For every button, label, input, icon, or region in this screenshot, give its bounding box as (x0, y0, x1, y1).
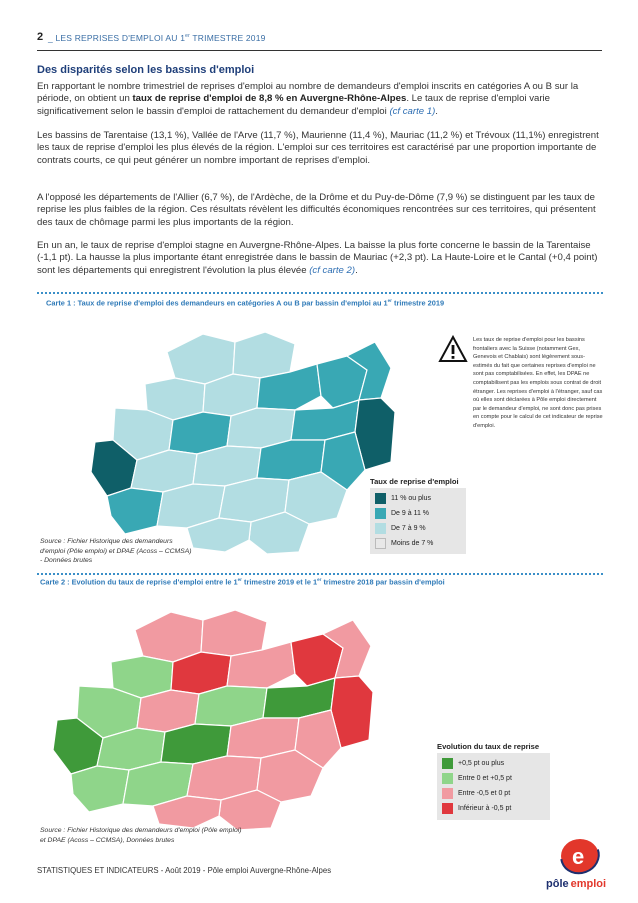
map2-legend-item (442, 786, 510, 800)
map2-legend-title: Evolution du taux de reprise (437, 742, 540, 751)
map1-legend-label: Moins de 7 % (391, 539, 434, 547)
logo-wordmark (546, 878, 606, 890)
map2-legend-swatch (442, 803, 453, 814)
map2-legend-item (442, 771, 512, 785)
logo-e-glyph: e (572, 844, 585, 869)
map1-source-line: - Données brutes (40, 557, 93, 564)
map1-basin (233, 332, 295, 378)
map1-caption (46, 298, 444, 307)
map2-legend-swatch (442, 773, 453, 784)
paragraph-2: Les bassins de Tarentaise (13,1 %), Vallée de l'Arve (11,7 %), Maurienne (11,4 %), Mauriac (11,2 %) et Trévoux (11,1%) enregistrent les taux de reprise d'emploi les plus élevés de la région. L'emploi sur ces territoires est caractérisé par une proportion importante de contrats courts, ce qui peut générer un nombre important de reprises d'emploi. (37, 130, 599, 166)
map2-legend-swatch (442, 758, 453, 769)
map2-caption-post: trimestre 2018 par bassin d'emploi (321, 577, 445, 587)
map2-caption-mid: trimestre 2019 et le 1 (241, 577, 318, 587)
map1-legend-swatch (375, 508, 386, 519)
map1-caption-post: trimestre 2019 (391, 298, 445, 308)
pole-emploi-logo-mark (546, 836, 606, 876)
logo-word-pole: pôle (546, 878, 569, 890)
map1-source-line: d'emploi (Pôle emploi) et DPAE (Acoss – CCMSA) (40, 547, 192, 555)
map1-warning-note: Les taux de reprise d'emploi pour les bassins frontaliers avec la Suisse (notamment Gex, Genevois et Chablais) sont légèrement sous-estimés du fait que certaines reprises d'emploi ne sont pas comptabilisées. En effet, les DPAE ne comptabilisent pas les emplois sous contrat de droit étranger. Les reprises d'emploi à l'étranger, sauf cas où elles sont déclarées à Pôle emploi directement par le demandeur d'emploi, ne sont donc pas prises en compte pour le calcul de cet indicateur de reprise d'emploi. (473, 337, 603, 429)
map2-source-line: et DPAE (Acoss – CCMSA), Données brutes (40, 836, 175, 844)
paragraph-4 (37, 240, 603, 277)
map1-legend-swatch (375, 493, 386, 504)
map1-legend-label: De 7 à 9 % (391, 524, 426, 532)
map2-caption-sup: er (317, 577, 322, 582)
map2-source-line: Source : Fichier Historique des demandeurs d'emploi (Pôle emploi) (40, 827, 242, 834)
map2-basin (71, 766, 129, 812)
section-title: Des disparités selon les bassins d'emploi (37, 64, 255, 76)
map1-source-line: Source : Fichier Historique des demandeurs (40, 538, 173, 545)
map2-legend-label: Inférieur à -0,5 pt (458, 804, 512, 812)
map1-legend-title: Taux de reprise d'emploi (370, 477, 459, 486)
map1-source (40, 537, 192, 566)
p1-text-c: . Le taux de reprise d'emploi varie significativement selon le bassin d'emploi de rattachement du demandeur d'emploi (37, 93, 550, 117)
map1-legend-swatch (375, 523, 386, 534)
map1-legend-item (375, 491, 431, 505)
map1-caption-pre: Carte 1 : Taux de reprise d'emploi des demandeurs en catégories A ou B par bassin d'emploi au 1 (46, 298, 388, 308)
running-header-post: TRIMESTRE 2019 (190, 33, 266, 43)
map2-source (40, 826, 242, 845)
map2-top-divider (37, 573, 603, 575)
map2-region-map (43, 592, 388, 832)
page-number: 2 (37, 31, 44, 43)
paragraph-3: A l'opposé les départements de l'Allier (6,7 %), de l'Ardèche, de la Drôme et du Puy-de-Dôme (7,9 %) se distinguent par les taux de reprise les plus faibles de la région. Ces résultats révèlent les difficultés économiques rencontrées sur ces territoires, qui présentent des taux de chômage parmi les plus importants de la région. (37, 192, 596, 228)
map2-basin (201, 610, 267, 656)
running-header (48, 33, 266, 43)
map1-top-divider (37, 292, 603, 294)
map2-legend-label: Entre 0 et +0,5 pt (458, 774, 512, 782)
map2-legend-label: +0,5 pt ou plus (458, 759, 505, 767)
p4-text-a: En un an, le taux de reprise d'emploi stagne en Auvergne-Rhône-Alpes. La baisse la plus forte concerne le bassin de la Tarentaise (-1,1 pt). La hausse la plus importante étant enregistrée dans le bassin de Mauriac (+2,3 pt). La Haute-Loire et le Cantal (+0,4 point) sont les départements qui enregistrent l'évolution la plus élevée (37, 240, 598, 276)
footer-text: STATISTIQUES ET INDICATEURS - Août 2019 - Pôle emploi Auvergne-Rhône-Alpes (37, 866, 332, 875)
map1-legend-label: 11 % ou plus (391, 494, 431, 502)
header-rule (37, 50, 602, 51)
map1-legend-label: De 9 à 11 % (391, 509, 430, 517)
map1-basin (107, 488, 163, 534)
warning-icon (438, 335, 468, 363)
pole-emploi-logo (546, 836, 606, 898)
logo-word-emploi: emploi (570, 878, 607, 890)
p4-text-b: . (355, 264, 358, 276)
paragraph-1 (37, 81, 603, 118)
map2-legend-swatch (442, 788, 453, 799)
map2-legend-item (442, 756, 504, 770)
map2-caption-sup: er (237, 577, 242, 582)
p1-text-d: . (435, 105, 438, 117)
p1-bold: taux de reprise d'emploi de 8,8 % en Auvergne-Rhône-Alpes (132, 93, 407, 105)
map1-legend-item (375, 536, 433, 550)
map1-region-map (85, 312, 395, 557)
p1-ref-link[interactable]: (cf carte 1) (389, 105, 436, 117)
map2-caption-pre: Carte 2 : Evolution du taux de reprise d'emploi entre le 1 (40, 577, 238, 587)
map1-caption-sup: er (387, 298, 392, 303)
map2-legend-item (442, 801, 511, 815)
running-header-pre: _ LES REPRISES D'EMPLOI AU 1 (48, 33, 186, 43)
running-header-sup: er (185, 33, 190, 40)
map1-legend-item (375, 521, 426, 535)
p1-text-a: En rapportant le nombre trimestriel de reprises d'emploi au nombre de demandeurs d'emploi inscrits en catégories A ou B sur la période, on obtient un (37, 81, 579, 105)
map2-legend-label: Entre -0,5 et 0 pt (458, 789, 511, 797)
map1-legend-item (375, 506, 429, 520)
p4-ref-link[interactable]: (cf carte 2) (309, 264, 356, 276)
map1-legend-swatch (375, 538, 386, 549)
map2-caption (40, 577, 445, 586)
